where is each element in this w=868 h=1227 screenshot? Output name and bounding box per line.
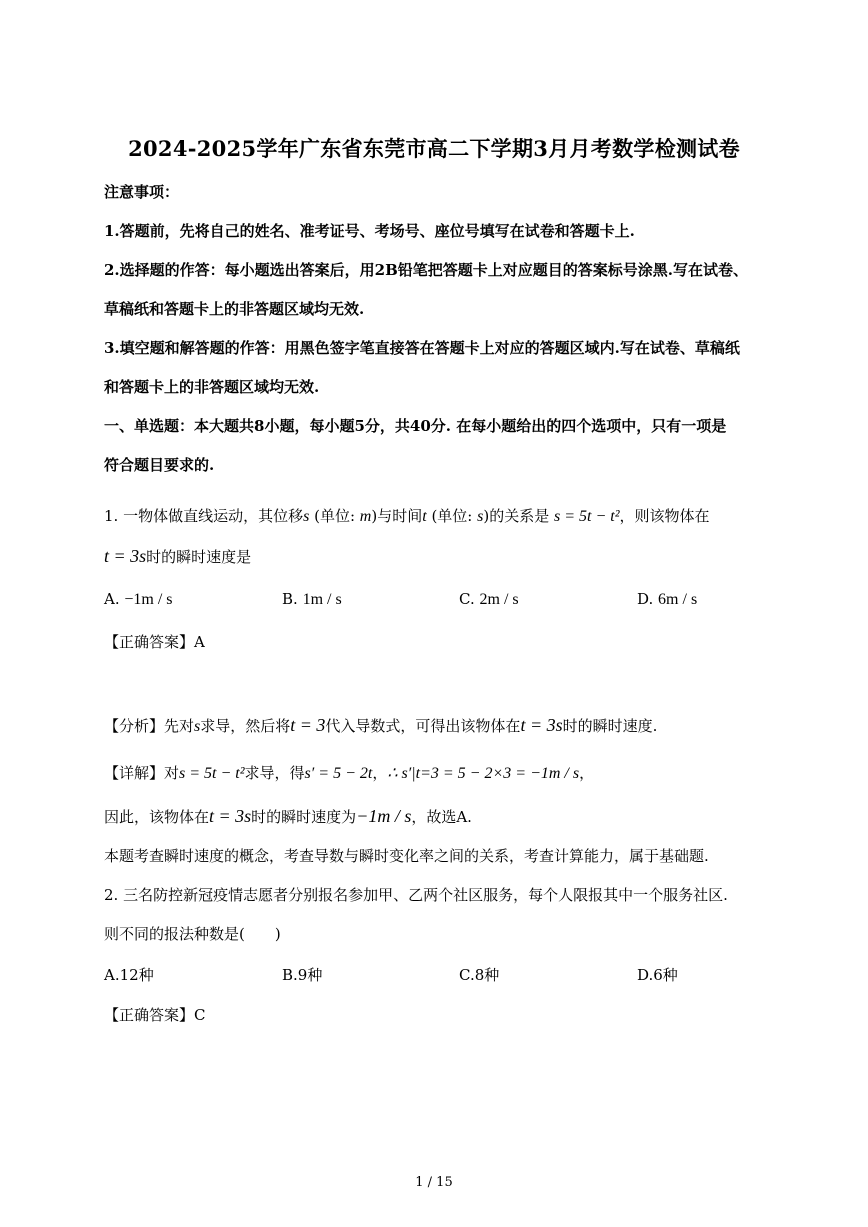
q1-analysis xyxy=(104,714,784,738)
q1-stem-text: 1. 一物体做直线运动，其位移 xyxy=(104,507,304,525)
notice-heading: 注意事项： xyxy=(104,183,180,201)
section-heading-line-2: 符合题目要求的. xyxy=(104,456,215,474)
q1-stem-text: (单位: xyxy=(431,507,473,525)
detail-text: ， xyxy=(372,764,388,782)
section-heading-line-1: 一、单选题：本大题共8小题，每小题5分，共40分. 在每小题给出的四个选项中，只有一项是 xyxy=(104,417,727,435)
page-title: 2024-2025学年广东省东莞市高二下学期3月月考数学检测试卷 xyxy=(128,136,740,161)
conclusion-text: 时的瞬时速度为 xyxy=(251,808,357,826)
q1-conclusion xyxy=(104,805,784,828)
q2-answer: 【正确答案】C xyxy=(104,1006,206,1024)
notice-item-1: 1.答题前，先将自己的姓名、准考证号、考场号、座位号填写在试卷和答题卡上. xyxy=(104,222,635,240)
conclusion-formula: −1m / s xyxy=(356,806,412,826)
page-number: 1 / 15 xyxy=(415,1175,453,1190)
q1-formula: s = 5t − t² xyxy=(554,508,620,525)
analysis-text: 代入导数式，可得出该物体在 xyxy=(325,717,521,735)
q1-detail xyxy=(104,762,784,785)
q1-stem-text: 时的瞬时速度是 xyxy=(146,548,252,566)
analysis-text: 求导，然后将 xyxy=(200,717,291,735)
detail-formula: ∴ s′|t=3 = 5 − 2×3 = −1m / s xyxy=(387,765,580,782)
option-label: C. xyxy=(459,966,475,984)
q1-option-d xyxy=(637,588,697,611)
q1-stem-text: (单位: xyxy=(314,507,356,525)
option-label: B. xyxy=(282,966,298,984)
conclusion-formula: t = 3s xyxy=(209,806,252,826)
q2-option-c xyxy=(459,964,499,986)
q1-option-b xyxy=(282,588,342,611)
q1-option-a xyxy=(104,588,173,611)
q1-stem-line-1 xyxy=(104,505,784,528)
detail-text: ， xyxy=(579,764,595,782)
option-label: B. xyxy=(282,590,298,608)
q2-option-d xyxy=(637,964,678,986)
analysis-text: 时的瞬时速度. xyxy=(562,717,658,735)
conclusion-text: ，故选A. xyxy=(411,808,472,826)
q2-stem-line-1: 2. 三名防控新冠疫情志愿者分别报名参加甲、乙两个社区服务，每个人限报其中一个服务社区. xyxy=(104,886,728,904)
detail-text: 【详解】对 xyxy=(104,764,180,782)
option-value: 6m / s xyxy=(658,591,698,608)
detail-formula: s′ = 5 − 2t xyxy=(304,765,373,782)
q1-stem-line-2 xyxy=(104,545,784,568)
notice-item-2-line-2: 草稿纸和答题卡上的非答题区域均无效. xyxy=(104,300,365,318)
q1-stem-text: )的关系是 xyxy=(483,507,550,525)
q1-stem-text: ，则该物体在 xyxy=(619,507,710,525)
notice-item-2-line-1: 2.选择题的作答：每小题选出答案后，用2B铅笔把答题卡上对应题目的答案标号涂黑.写在试卷、 xyxy=(104,261,749,279)
analysis-text: 【分析】先对 xyxy=(104,717,195,735)
q1-time-formula: t = 3s xyxy=(104,546,147,566)
analysis-formula: t = 3 xyxy=(290,715,326,735)
q1-var-s: s xyxy=(303,508,310,525)
option-label: A. xyxy=(104,590,120,608)
q2-option-a xyxy=(104,964,154,986)
detail-formula: s = 5t − t² xyxy=(179,765,245,782)
option-label: D. xyxy=(637,590,654,608)
q1-var-m: m xyxy=(359,508,372,525)
q2-option-b xyxy=(282,964,322,986)
conclusion-text: 因此，该物体在 xyxy=(104,808,210,826)
analysis-formula: t = 3s xyxy=(520,715,563,735)
q1-var-t: t xyxy=(422,508,427,525)
option-value: 2m / s xyxy=(479,591,519,608)
option-label: C. xyxy=(459,590,475,608)
q2-stem-line-2: 则不同的报法种数是( ) xyxy=(104,925,281,943)
notice-item-3-line-2: 和答题卡上的非答题区域均无效. xyxy=(104,378,320,396)
option-value: 8种 xyxy=(474,966,500,984)
q1-answer: 【正确答案】A xyxy=(104,633,205,651)
option-value: 1m / s xyxy=(302,591,342,608)
q1-var-s2: s xyxy=(477,508,484,525)
option-value: 6种 xyxy=(653,966,678,984)
q1-note: 本题考查瞬时速度的概念，考查导数与瞬时变化率之间的关系，考查计算能力，属于基础题. xyxy=(104,847,709,865)
q1-option-c xyxy=(459,588,519,611)
option-value: −1m / s xyxy=(124,591,173,608)
option-value: 12种 xyxy=(119,966,154,984)
analysis-var-s: s xyxy=(194,718,201,735)
notice-item-3-line-1: 3.填空题和解答题的作答：用黑色签字笔直接答在答题卡上对应的答题区域内.写在试卷、草稿纸 xyxy=(104,339,740,357)
option-value: 9种 xyxy=(297,966,323,984)
option-label: D. xyxy=(637,966,654,984)
option-label: A. xyxy=(104,966,120,984)
q1-stem-text: )与时间 xyxy=(371,507,423,525)
detail-text: 求导，得 xyxy=(244,764,305,782)
